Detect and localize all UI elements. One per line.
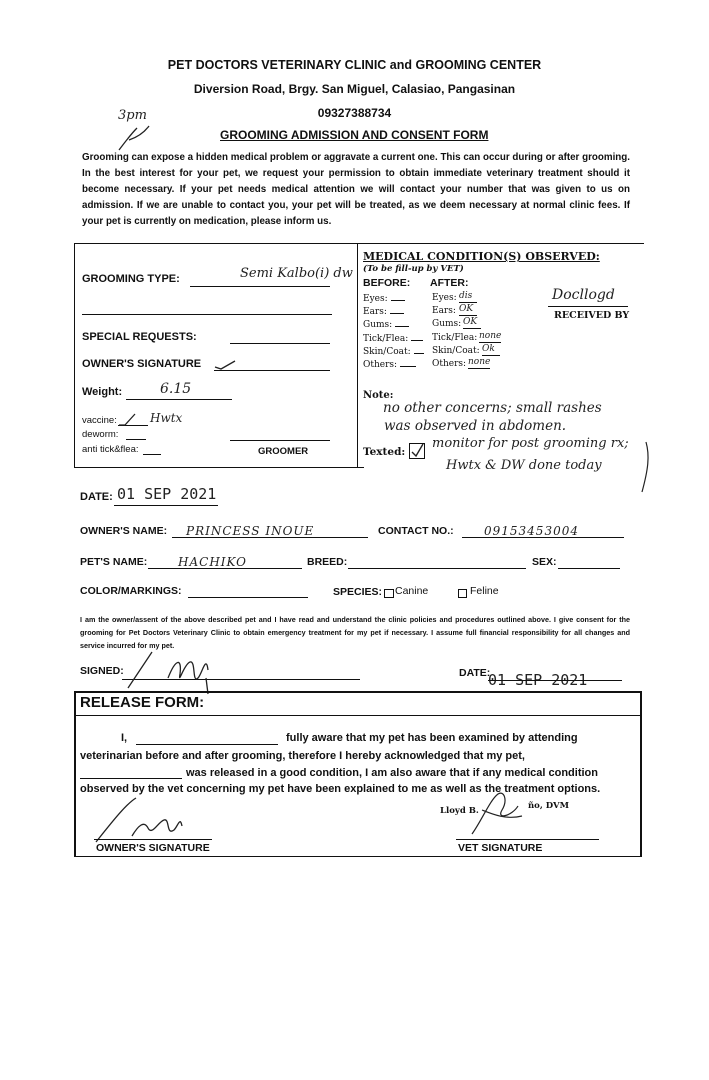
before-label: BEFORE: (363, 277, 411, 289)
signed-date-line[interactable] (488, 680, 622, 681)
before-eyes-label: Eyes: (363, 294, 388, 304)
groomer-signature-line[interactable] (230, 440, 330, 441)
before-ears-label: Ears: (363, 307, 387, 318)
vet-sig-label: VET SIGNATURE (458, 842, 543, 854)
intro-paragraph: Grooming can expose a hidden medical problem or aggravate a current one. This can occur during or after grooming. In the best interest for your pet, we request your permission to obtain immediate veterinary treatment should it become necessary. If your pet needs medical attention we will contact your number that was given to us on admission. If we are unable to contact you, your pet will be treated, as we deem necessary at normal clinic fees. If your pet is currently on medication, please inform us. (82, 152, 630, 227)
canine-label: Canine (395, 585, 429, 597)
pet-name-label: PET'S NAME: (80, 556, 148, 568)
grooming-type-extra-line[interactable] (82, 314, 332, 315)
vet-sig-line[interactable] (456, 839, 599, 840)
note-label: Note: (363, 390, 394, 401)
sex-label: SEX: (532, 556, 557, 568)
consent-paragraph: I am the owner/assent of the above described pet and I have read and understand the clinic policies and procedures outlined above. I give consent for the grooming for Pet Doctors Veterinary Clinic to obtain emergency treatment for my pet if necessary. I assume full financial responsibility for all changes and service incurred for my pet. (80, 615, 630, 650)
signed-date-value: 01 SEP 2021 (488, 671, 588, 689)
release-text-3: was released in a good condition, I am also aware that if any medical condition (186, 767, 598, 779)
texted-note2: Hwtx & DW done today (446, 458, 602, 473)
medical-subtitle: (To be fill-up by VET) (363, 264, 464, 274)
checkbox-check-icon (410, 444, 424, 458)
after-ears-label: Ears: (432, 306, 456, 317)
canine-checkbox[interactable] (384, 589, 394, 598)
received-signature: Docllogd (552, 287, 615, 303)
breed-field[interactable] (348, 555, 526, 569)
handwritten-bracket-icon (640, 440, 660, 496)
box-left-border (74, 243, 75, 468)
after-eyes-label: Eyes: (432, 293, 457, 303)
after-gums-value[interactable]: OK (463, 318, 481, 329)
release-owner-name-field[interactable] (136, 731, 278, 745)
medical-row (363, 317, 478, 331)
before-eyes-field[interactable] (391, 292, 405, 301)
texted-checkbox[interactable] (409, 443, 425, 459)
after-eyes-value[interactable]: dis (459, 292, 477, 303)
grooming-type-label: GROOMING TYPE: (82, 273, 180, 285)
handwritten-time: 3pm (118, 108, 147, 123)
date-line[interactable] (114, 505, 218, 506)
feline-checkbox[interactable] (458, 589, 467, 598)
medical-rows (363, 291, 502, 371)
clinic-name: PET DOCTORS VETERINARY CLINIC and GROOMING CENTER (167, 58, 542, 72)
color-field[interactable] (188, 584, 308, 598)
before-tickflea-field[interactable] (411, 332, 423, 341)
medical-row (363, 356, 491, 371)
release-box-top (74, 691, 642, 693)
release-owner-signature-scribble-icon (92, 796, 202, 848)
received-by-line[interactable] (548, 306, 628, 307)
before-others-field[interactable] (400, 358, 416, 367)
release-text-1: fully aware that my pet has been examined by attending (286, 732, 578, 744)
owner-signature-label: OWNER'S SIGNATURE (82, 358, 202, 370)
vet-signature-scribble-icon (462, 790, 532, 842)
release-text-4: observed by the vet concerning my pet have been explained to me as well as the treatment options. (80, 783, 601, 795)
special-requests-field[interactable] (230, 330, 330, 344)
signed-label: SIGNED: (80, 665, 124, 677)
release-title: RELEASE FORM: (80, 694, 205, 711)
before-tickflea-label: Tick/Flea: (363, 333, 409, 344)
note-line1: no other concerns; small rashes (383, 400, 602, 416)
clinic-phone: 09327388734 (317, 106, 392, 120)
clinic-address: Diversion Road, Brgy. San Miguel, Calasiao, Pangasinan (193, 82, 516, 96)
vaccine-checkmark-icon (117, 413, 139, 427)
antitick-label: anti tick&flea: (82, 444, 139, 455)
release-owner-sig-line[interactable] (94, 839, 212, 840)
before-gums-field[interactable] (395, 318, 409, 327)
antitick-field[interactable] (143, 444, 161, 455)
contact-value: 09153453004 (484, 524, 579, 538)
owner-name-value: PRINCESS INOUE (186, 524, 315, 538)
after-others-value[interactable]: none (468, 356, 491, 367)
vaccine-value: Hwtx (150, 411, 183, 425)
after-skincoat-label: Skin/Coat: (432, 345, 480, 356)
after-skincoat-value[interactable]: Ok (482, 345, 500, 356)
before-ears-field[interactable] (390, 305, 404, 314)
owner-signature-scribble-icon (122, 648, 232, 696)
weight-value: 6.15 (160, 381, 192, 397)
box-bottom-border (74, 467, 364, 468)
signed-date-label: DATE: (459, 667, 491, 679)
feline-label: Feline (470, 585, 499, 597)
after-others-label: Others: (432, 358, 467, 369)
contact-label: CONTACT NO.: (378, 525, 454, 537)
form-title: GROOMING ADMISSION AND CONSENT FORM (220, 128, 489, 142)
vaccine-label: vaccine: (82, 415, 117, 426)
before-gums-label: Gums: (363, 320, 393, 331)
release-box-title-divider (74, 715, 642, 716)
pet-name-value: HACHIKO (178, 555, 247, 569)
box-top-border (74, 243, 644, 244)
release-pet-name-field[interactable] (80, 766, 182, 779)
received-by-label: RECEIVED BY (554, 310, 630, 321)
grooming-type-value: Semi Kalbo(i) dw (240, 266, 353, 281)
medical-title: MEDICAL CONDITION(S) OBSERVED: (363, 250, 600, 263)
release-box-bottom (74, 856, 642, 857)
checkmark-icon (213, 359, 237, 371)
before-skincoat-field[interactable] (414, 345, 424, 354)
before-skincoat-label: Skin/Coat: (363, 346, 411, 357)
release-i-label: I, (121, 732, 128, 744)
before-others-label: Others: (363, 359, 398, 370)
after-gums-label: Gums: (432, 319, 462, 330)
box-divider (357, 243, 358, 468)
medical-row (363, 304, 474, 318)
after-ears-value[interactable]: OK (459, 305, 477, 316)
weight-label: Weight: (82, 386, 123, 398)
species-label: SPECIES: (333, 586, 383, 598)
vet-stamp-name: Lloyd B. (440, 806, 479, 816)
medical-row (363, 343, 495, 358)
note-line2: was observed in abdomen. (384, 418, 567, 434)
medical-row (363, 291, 473, 305)
after-label: AFTER: (430, 277, 469, 289)
medical-row (363, 330, 502, 345)
vet-stamp-suffix: ño, DVM (528, 801, 569, 811)
texted-note: monitor for post grooming rx; (432, 436, 629, 451)
breed-label: BREED: (307, 556, 348, 568)
groomer-label: GROOMER (258, 446, 309, 457)
special-requests-label: SPECIAL REQUESTS: (82, 331, 197, 343)
color-label: COLOR/MARKINGS: (80, 585, 182, 597)
date-label: DATE: (80, 491, 113, 503)
sex-field[interactable] (558, 555, 620, 569)
release-text-2: veterinarian before and after grooming, therefore I hereby acknowledged that my pet, (80, 750, 525, 762)
deworm-field[interactable] (126, 429, 146, 440)
after-tickflea-value[interactable]: none (479, 330, 502, 341)
owner-name-label: OWNER'S NAME: (80, 525, 168, 537)
date-value: 01 SEP 2021 (117, 485, 217, 503)
after-tickflea-label: Tick/Flea: (432, 332, 478, 343)
texted-label: Texted: (363, 446, 406, 458)
deworm-label: deworm: (82, 429, 119, 440)
release-owner-sig-label: OWNER'S SIGNATURE (96, 842, 210, 854)
